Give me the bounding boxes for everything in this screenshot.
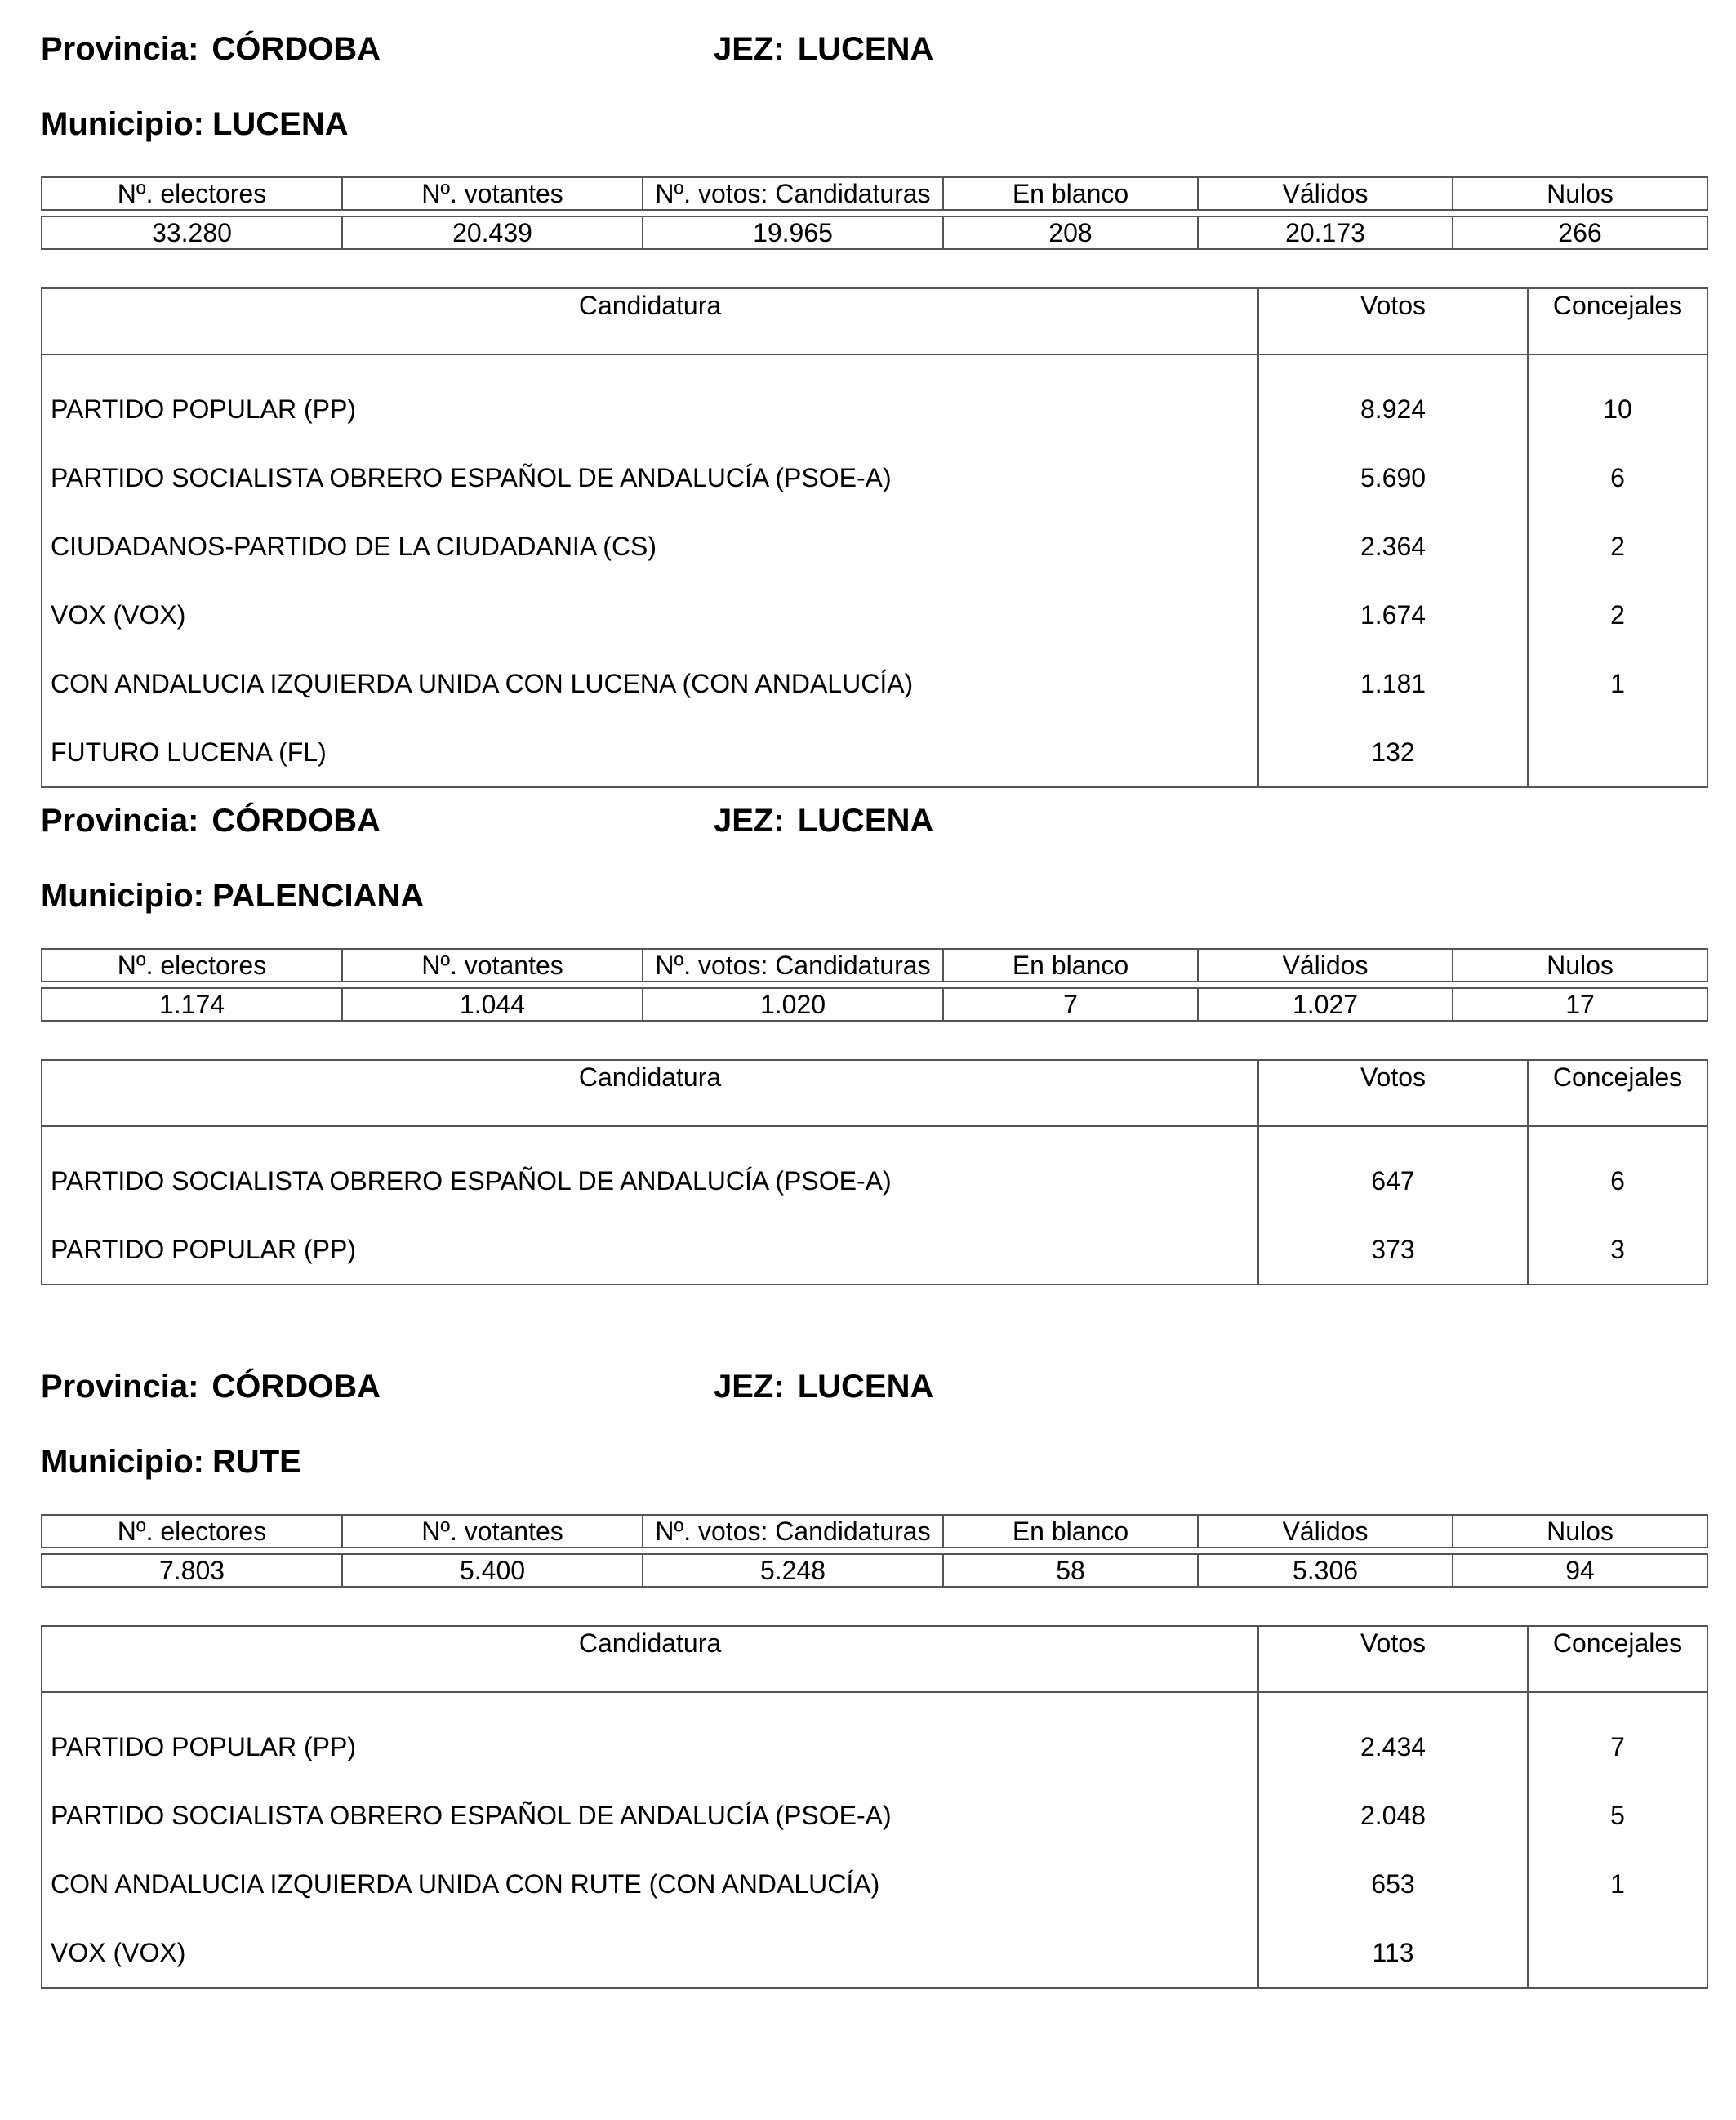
stats-header-cell: Válidos: [1198, 177, 1453, 210]
councillors-cell: 6: [1528, 443, 1707, 512]
councillors-cell: 6: [1528, 1126, 1707, 1215]
municipio-key: Municipio:: [41, 1444, 204, 1480]
table-row: [42, 649, 1707, 718]
stats-values-row: [42, 1554, 1707, 1587]
party-name-cell: PARTIDO POPULAR (PP): [51, 1234, 356, 1264]
table-row: [42, 1850, 1707, 1918]
votes-cell: 653: [1258, 1850, 1528, 1918]
party-name-cell: CIUDADANOS-PARTIDO DE LA CIUDADANIA (CS): [51, 531, 657, 561]
stats-value-cell: 1.174: [42, 988, 342, 1021]
stats-header-row: [42, 949, 1707, 982]
table-row: [42, 354, 1707, 443]
stats-header-cell: Válidos: [1198, 949, 1453, 982]
stats-value-cell: 208: [943, 216, 1198, 249]
provincia-value: CÓRDOBA: [211, 803, 381, 839]
municipio-value: LUCENA: [211, 106, 349, 142]
votes-cell: 2.048: [1258, 1781, 1528, 1850]
jez-value: LUCENA: [797, 803, 934, 839]
stats-header-cell: Nº. electores: [42, 177, 342, 210]
results-header-row: [42, 1626, 1707, 1692]
provincia-label: [41, 24, 381, 73]
stats-value-cell: 7.803: [42, 1554, 342, 1587]
municipality-section: [41, 24, 1707, 788]
stats-header-cell: Nº. electores: [42, 1515, 342, 1548]
councillors-cell: 7: [1528, 1692, 1707, 1781]
table-row: [42, 1692, 1707, 1781]
municipio-header: [41, 1437, 1707, 1486]
votes-cell: 647: [1258, 1126, 1528, 1215]
provincia-value: CÓRDOBA: [211, 1369, 381, 1405]
stats-value-cell: 5.248: [643, 1554, 943, 1587]
table-row: [42, 512, 1707, 581]
party-name-cell: PARTIDO SOCIALISTA OBRERO ESPAÑOL DE ANDALUCÍA (PSOE-A): [51, 462, 892, 492]
councillors-cell: 1: [1528, 1850, 1707, 1918]
stats-header-cell: Nº. electores: [42, 949, 342, 982]
votes-cell: 2.364: [1258, 512, 1528, 581]
municipality-section: [41, 1362, 1707, 1989]
votes-cell: 5.690: [1258, 443, 1528, 512]
votes-cell: 373: [1258, 1215, 1528, 1285]
stats-header-cell: En blanco: [943, 1515, 1198, 1548]
councillors-cell: 3: [1528, 1215, 1707, 1285]
party-name-cell: CON ANDALUCIA IZQUIERDA UNIDA CON LUCENA (CON ANDALUCÍA): [51, 668, 914, 698]
results-header-cell: Votos: [1258, 288, 1528, 354]
table-row: [42, 718, 1707, 787]
results-header-cell: Candidatura: [42, 1060, 1258, 1126]
table-row: [42, 581, 1707, 649]
jez-key: JEZ:: [714, 803, 785, 839]
stats-value-cell: 19.965: [643, 216, 943, 249]
table-row: [42, 1126, 1707, 1215]
stats-value-cell: 33.280: [42, 216, 342, 249]
party-name-cell: VOX (VOX): [51, 599, 186, 630]
party-name-cell: PARTIDO SOCIALISTA OBRERO ESPAÑOL DE ANDALUCÍA (PSOE-A): [51, 1800, 892, 1830]
jez-key: JEZ:: [714, 1369, 785, 1405]
party-name-cell: PARTIDO POPULAR (PP): [51, 394, 356, 424]
table-row: [42, 1215, 1707, 1285]
municipality-section: [41, 796, 1707, 1285]
provincia-label: [41, 1362, 381, 1411]
table-row: [42, 1781, 1707, 1850]
jez-label: [714, 24, 933, 73]
results-table: [41, 1059, 1708, 1285]
provincia-label: [41, 796, 381, 845]
votes-cell: 1.181: [1258, 649, 1528, 718]
stats-header-cell: Nº. votantes: [342, 177, 643, 210]
stats-value-cell: 1.020: [643, 988, 943, 1021]
councillors-cell: 5: [1528, 1781, 1707, 1850]
councillors-cell: 10: [1528, 354, 1707, 443]
results-header-cell: Candidatura: [42, 1626, 1258, 1692]
stats-value-cell: 94: [1453, 1554, 1707, 1587]
jez-label: [714, 796, 933, 845]
jez-value: LUCENA: [797, 31, 934, 67]
party-name-cell: PARTIDO POPULAR (PP): [51, 1731, 356, 1761]
municipio-label: [41, 871, 424, 920]
stats-header-cell: Nulos: [1453, 177, 1707, 210]
stats-value-cell: 20.439: [342, 216, 643, 249]
results-header-row: [42, 1060, 1707, 1126]
results-header-cell: Candidatura: [42, 288, 1258, 354]
stats-values-row: [42, 988, 1707, 1021]
jez-label: [714, 1362, 933, 1411]
stats-header-cell: Nº. votos: Candidaturas: [643, 1515, 943, 1548]
province-header: [41, 1362, 1707, 1411]
stats-header-row: [42, 1515, 1707, 1548]
stats-header-cell: Nulos: [1453, 1515, 1707, 1548]
jez-value: LUCENA: [797, 1369, 934, 1405]
results-table: [41, 287, 1708, 788]
stats-header-row: [42, 177, 1707, 210]
votes-cell: 132: [1258, 718, 1528, 787]
councillors-cell: [1528, 1918, 1707, 1988]
municipio-key: Municipio:: [41, 106, 204, 142]
results-header-cell: Concejales: [1528, 1060, 1707, 1126]
stats-header-cell: Nº. votantes: [342, 1515, 643, 1548]
stats-header-cell: Nº. votos: Candidaturas: [643, 177, 943, 210]
stats-value-cell: 266: [1453, 216, 1707, 249]
votes-cell: 1.674: [1258, 581, 1528, 649]
votes-cell: 8.924: [1258, 354, 1528, 443]
results-header-cell: Concejales: [1528, 288, 1707, 354]
councillors-cell: [1528, 718, 1707, 787]
provincia-key: Provincia:: [41, 31, 199, 67]
stats-value-cell: 1.044: [342, 988, 643, 1021]
results-header-cell: Votos: [1258, 1060, 1528, 1126]
stats-value-cell: 17: [1453, 988, 1707, 1021]
municipio-value: PALENCIANA: [211, 878, 425, 914]
provincia-value: CÓRDOBA: [211, 31, 381, 67]
results-header-cell: Concejales: [1528, 1626, 1707, 1692]
municipio-label: [41, 1437, 301, 1486]
stats-header-cell: En blanco: [943, 177, 1198, 210]
party-name-cell: CON ANDALUCIA IZQUIERDA UNIDA CON RUTE (CON ANDALUCÍA): [51, 1868, 880, 1899]
stats-table: [41, 948, 1708, 1022]
municipio-value: RUTE: [211, 1444, 301, 1480]
province-header: [41, 796, 1707, 845]
provincia-key: Provincia:: [41, 1369, 199, 1405]
stats-table: [41, 1514, 1708, 1588]
stats-header-cell: Nº. votantes: [342, 949, 643, 982]
party-name-cell: PARTIDO SOCIALISTA OBRERO ESPAÑOL DE ANDALUCÍA (PSOE-A): [51, 1165, 892, 1196]
stats-table: [41, 176, 1708, 250]
results-header-row: [42, 288, 1707, 354]
municipio-header: [41, 871, 1707, 920]
stats-value-cell: 20.173: [1198, 216, 1453, 249]
table-row: [42, 443, 1707, 512]
stats-value-cell: 1.027: [1198, 988, 1453, 1021]
votes-cell: 2.434: [1258, 1692, 1528, 1781]
stats-values-row: [42, 216, 1707, 249]
stats-header-cell: Nulos: [1453, 949, 1707, 982]
votes-cell: 113: [1258, 1918, 1528, 1988]
stats-value-cell: 7: [943, 988, 1198, 1021]
results-table: [41, 1625, 1708, 1989]
councillors-cell: 2: [1528, 512, 1707, 581]
provincia-key: Provincia:: [41, 803, 199, 839]
stats-value-cell: 5.306: [1198, 1554, 1453, 1587]
stats-value-cell: 5.400: [342, 1554, 643, 1587]
province-header: [41, 24, 1707, 73]
stats-value-cell: 58: [943, 1554, 1198, 1587]
councillors-cell: 2: [1528, 581, 1707, 649]
municipio-key: Municipio:: [41, 878, 204, 914]
table-row: [42, 1918, 1707, 1988]
party-name-cell: VOX (VOX): [51, 1937, 186, 1967]
municipio-header: [41, 100, 1707, 149]
jez-key: JEZ:: [714, 31, 785, 67]
municipio-label: [41, 100, 349, 149]
stats-header-cell: Válidos: [1198, 1515, 1453, 1548]
councillors-cell: 1: [1528, 649, 1707, 718]
stats-header-cell: En blanco: [943, 949, 1198, 982]
stats-header-cell: Nº. votos: Candidaturas: [643, 949, 943, 982]
party-name-cell: FUTURO LUCENA (FL): [51, 737, 327, 767]
results-header-cell: Votos: [1258, 1626, 1528, 1692]
